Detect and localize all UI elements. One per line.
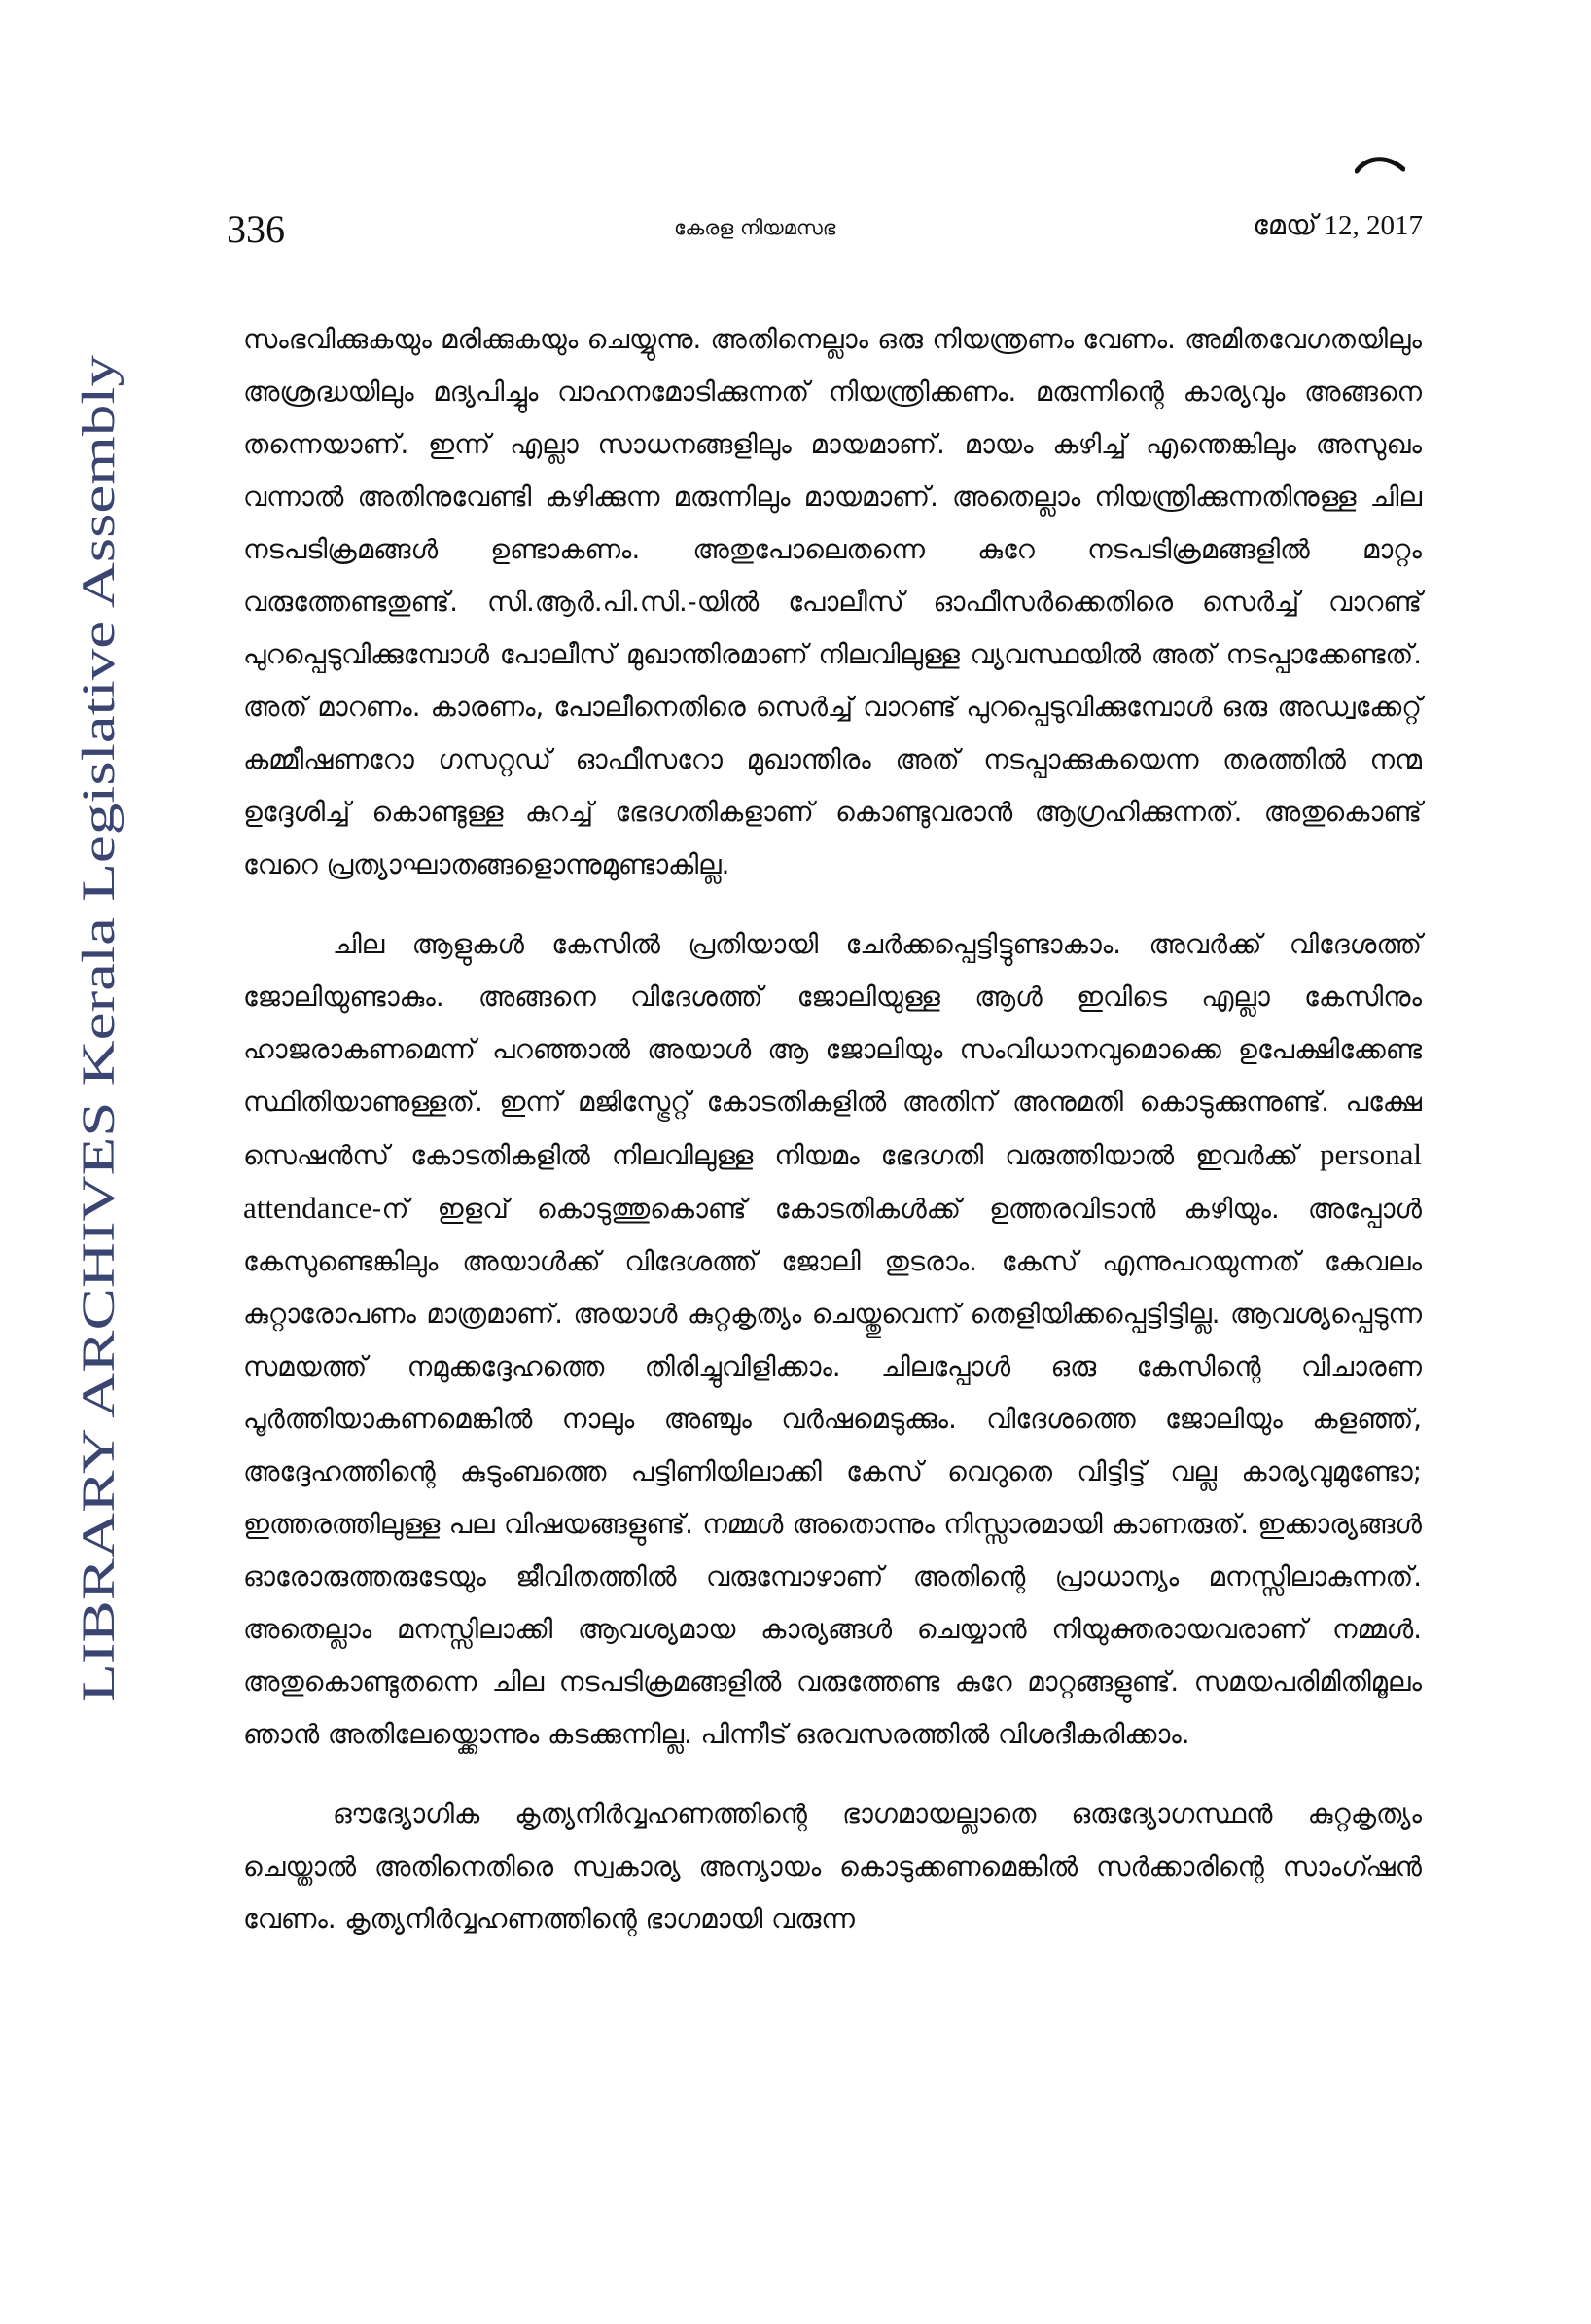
corner-pen-mark xyxy=(1355,154,1405,175)
archive-watermark xyxy=(51,355,138,1702)
paragraph-3: ഔദ്യോഗിക കൃത്യനിർവ്വഹണത്തിന്റെ ഭാഗമായല്ലാതെ ഒരുദ്യോഗസ്ഥൻ കുറ്റകൃത്യം ചെയ്താൽ അതിനെതിരെ സ്വകാര്യ അന്യായം കൊടുക്കണമെങ്കിൽ സർക്കാരിന്റെ സാംഗ്ഷൻ വേണം. കൃത്യനിർവ്വഹണത്തിന്റെ ഭാഗമായി വരുന്ന xyxy=(243,1799,1422,1935)
paragraph-1: സംഭവിക്കുകയും മരിക്കുകയും ചെയ്യുന്നു. അതിനെല്ലാം ഒരു നിയന്ത്രണം വേണം. അമിതവേഗതയിലും അശ്രദ്ധയിലും മദ്യപിച്ചും വാഹനമോടിക്കുന്നത് നിയന്ത്രിക്കണം. മരുന്നിന്റെ കാര്യവും അങ്ങനെ തന്നെയാണ്. ഇന്ന് എല്ലാ സാധനങ്ങളിലും മായമാണ്. മായം കഴിച്ച് എന്തെങ്കിലും അസുഖം വന്നാൽ അതിനുവേണ്ടി കഴിക്കുന്ന മരുന്നിലും മായമാണ്. അതെല്ലാം നിയന്ത്രിക്കുന്നതിനുള്ള ചില നടപടിക്രമങ്ങൾ ഉണ്ടാകണം. അതുപോലെതന്നെ കുറേ നടപടിക്രമങ്ങളിൽ മാറ്റം വരുത്തേണ്ടതുണ്ട്. സി.ആർ.പി.സി.-യിൽ പോലീസ് ഓഫീസർക്കെതിരെ സെർച്ച് വാറണ്ട് പുറപ്പെടുവിക്കുമ്പോൾ പോലീസ് മുഖാന്തിരമാണ് നിലവിലുള്ള വ്യവസ്ഥയിൽ അത് നടപ്പാക്കേണ്ടത്. അത് മാറണം. കാരണം, പോലീനെതിരെ സെർച്ച് വാറണ്ട് പുറപ്പെടുവിക്കുമ്പോൾ ഒരു അഡ്വക്കേറ്റ് കമ്മീഷണറോ ഗസറ്റഡ് ഓഫീസറോ മുഖാന്തിരം അത് നടപ്പാക്കുകയെന്ന തരത്തിൽ നന്മ ഉദ്ദേശിച്ച് കൊണ്ടുള്ള കുറച്ച് ഭേദഗതികളാണ് കൊണ്ടുവരാൻ ആഗ്രഹിക്കുന്നത്. അതുകൊണ്ട് വേറെ പ്രത്യാഘാതങ്ങളൊന്നുമുണ്ടാകില്ല. xyxy=(243,324,1422,880)
paragraph-2-part-1: ചില ആളുകൾ കേസിൽ പ്രതിയായി ചേർക്കപ്പെട്ടിട്ടുണ്ടാകാം. അവർക്ക് വിദേശത്ത് ജോലിയുണ്ടാകും. അങ്ങനെ വിദേശത്ത് ജോലിയുള്ള ആൾ ഇവിടെ എല്ലാ കേസിനും ഹാജരാകണമെന്ന് പറഞ്ഞാൽ അയാൾ ആ ജോലിയും സംവിധാനവുമൊക്കെ ഉപേക്ഷിക്കേണ്ട സ്ഥിതിയാണുള്ളത്. ഇന്ന് മജിസ്ട്രേറ്റ് കോടതികളിൽ അതിന് അനുമതി കൊടുക്കുന്നുണ്ട്. പക്ഷേ സെഷൻസ് കോടതികളിൽ നിലവിലുള്ള നിയമം ഭേദഗതി വരുത്തിയാൽ ഇവർക്ക് xyxy=(243,929,1422,1171)
page-header xyxy=(227,206,1423,255)
document-body xyxy=(243,313,1422,1946)
header-date: മേയ് 12, 2017 xyxy=(1253,210,1423,241)
running-title: കേരള നിയമസഭ xyxy=(674,216,836,239)
paragraph-2-part-2: -ന് ഇളവ് കൊടുത്തുകൊണ്ട് കോടതികൾക്ക് ഉത്തരവിടാൻ കഴിയും. അപ്പോൾ കേസുണ്ടെങ്കിലും അയാൾക്ക് വിദേശത്ത് ജോലി തുടരാം. കേസ് എന്നുപറയുന്നത് കേവലം കുറ്റാരോപണം മാത്രമാണ്. അയാൾ കുറ്റകൃത്യം ചെയ്തുവെന്ന് തെളിയിക്കപ്പെട്ടിട്ടില്ല. ആവശ്യപ്പെടുന്ന സമയത്ത് നമുക്കദ്ദേഹത്തെ തിരിച്ചുവിളിക്കാം. ചിലപ്പോൾ ഒരു കേസിന്റെ വിചാരണ പൂർത്തിയാകണമെങ്കിൽ നാലും അഞ്ചും വർഷമെടുക്കും. വിദേശത്തെ ജോലിയും കളഞ്ഞ്, അദ്ദേഹത്തിന്റെ കുടുംബത്തെ പട്ടിണിയിലാക്കി കേസ് വെറുതെ വിട്ടിട്ട് വല്ല കാര്യവുമുണ്ടോ; ഇത്തരത്തിലുള്ള പല വിഷയങ്ങളുണ്ട്. നമ്മൾ അതൊന്നും നിസ്സാരമായി കാണരുത്. ഇക്കാര്യങ്ങൾ ഓരോരുത്തരുടേയും ജീവിതത്തിൽ വരുമ്പോഴാണ് അതിന്റെ പ്രാധാന്യം മനസ്സിലാകുന്നത്. അതെല്ലാം മനസ്സിലാക്കി ആവശ്യമായ കാര്യങ്ങൾ ചെയ്യാൻ നിയുക്തരായവരാണ് നമ്മൾ. അതുകൊണ്ടുതന്നെ ചില നടപടിക്രമങ്ങളിൽ വരുത്തേണ്ട കുറേ മാറ്റങ്ങളുണ്ട്. സമയപരിമിതിമൂലം ഞാൻ അതിലേയ്ക്കൊന്നും കടക്കുന്നില്ല. പിന്നീട് ഒരവസരത്തിൽ വിശദീകരിക്കാം. xyxy=(243,1194,1422,1750)
watermark-text: LIBRARY ARCHIVES Kerala Legislative Assembly xyxy=(73,707,124,1702)
paragraph-2-english-term: personal attendance xyxy=(243,1137,1422,1225)
page-number: 336 xyxy=(227,207,285,251)
paragraph-2 xyxy=(243,918,1422,1761)
